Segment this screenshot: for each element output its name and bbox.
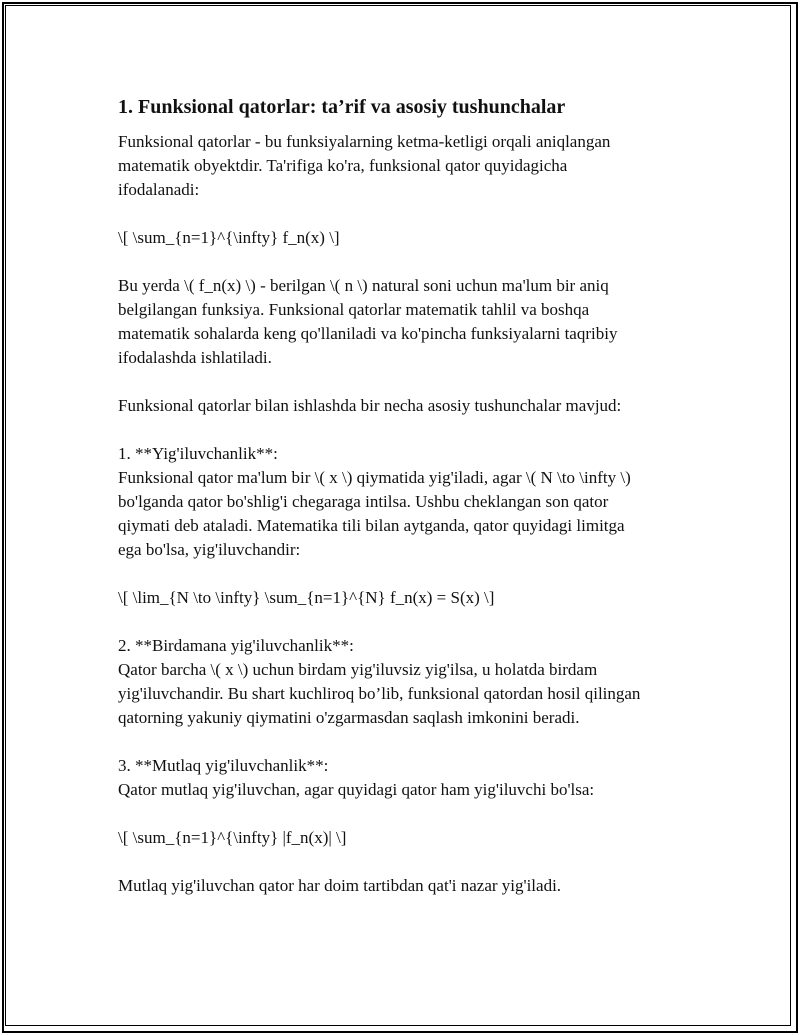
section-heading: 1. Funksional qatorlar: ta’rif va asosiy tushunchalar bbox=[118, 96, 566, 118]
paragraph-conclusion: Mutlaq yig'iluvchan qator har doim tartibdan qat'i nazar yig'iladi. bbox=[118, 876, 562, 895]
paragraph-uniform-convergence: 2. **Birdamana yig'iluvchanlik**: Qator barcha \( x \) uchun birdam yig'iluvsiz yig'ilsa, u holatda birdam yig'iluvchandir. Bu shart kuchliroq bo’lib, funksional qatordan hosil qilingan qatorning yakuniy qiymatini o'zgarmasdan saqlash imkonini beradi. bbox=[118, 636, 641, 727]
paragraph-absolute-convergence: 3. **Mutlaq yig'iluvchanlik**: Qator mutlaq yig'iluvchan, agar quyidagi qator ham yig'iluvchi bo'lsa: bbox=[118, 756, 595, 799]
paragraph-definition: Bu yerda \( f_n(x) \) - berilgan \( n \) natural soni uchun ma'lum bir aniq belgilangan funksiya. Funksional qatorlar matematik tahlil va boshqa matematik sohalarda keng qo'llaniladi va ko'pincha funksiyalarni taqribiy ifodalashda ishlatiladi. bbox=[118, 276, 618, 367]
document-body bbox=[118, 94, 698, 898]
formula-absolute-series: \[ \sum_{n=1}^{\infty} |f_n(x)| \] bbox=[118, 828, 347, 847]
paragraph-concepts-intro: Funksional qatorlar bilan ishlashda bir necha asosiy tushunchalar mavjud: bbox=[118, 396, 622, 415]
paragraph-intro: Funksional qatorlar - bu funksiyalarning ketma-ketligi orqali aniqlangan matematik obyektdir. Ta'rifiga ko'ra, funksional qator quyidagicha ifodalanadi: bbox=[118, 132, 611, 199]
formula-series: \[ \sum_{n=1}^{\infty} f_n(x) \] bbox=[118, 228, 340, 247]
paragraph-convergence: 1. **Yig'iluvchanlik**: Funksional qator ma'lum bir \( x \) qiymatida yig'iladi, agar \( N \to \infty \) bo'lganda qator bo'shlig'i chegaraga intilsa. Ushbu cheklangan son qator qiymati deb ataladi. Matematika tili bilan aytganda, qator quyidagi limitga ega bo'lsa, yig'iluvchandir: bbox=[118, 444, 631, 559]
formula-limit: \[ \lim_{N \to \infty} \sum_{n=1}^{N} f_n(x) = S(x) \] bbox=[118, 588, 495, 607]
